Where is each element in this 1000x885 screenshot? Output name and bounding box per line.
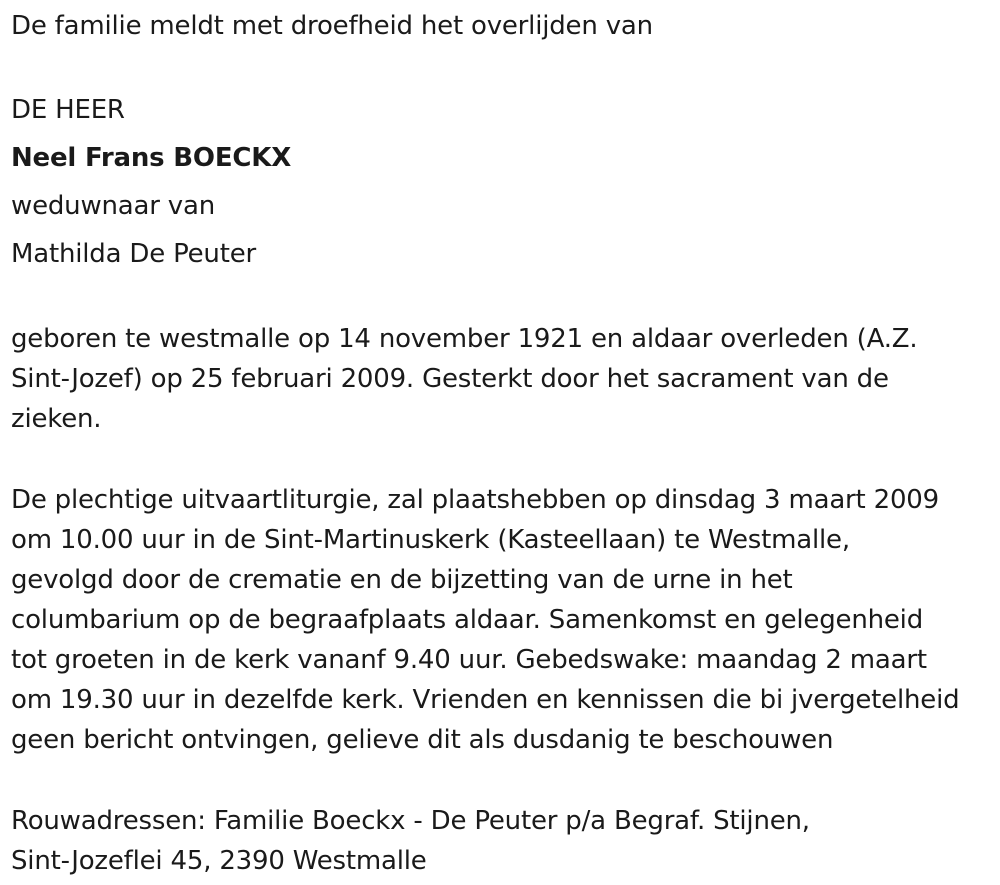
paragraph-line: tot groeten in de kerk vananf 9.40 uur. Gebedswake: maandag 2 maart (11, 645, 927, 675)
paragraph-line: om 19.30 uur in dezelfde kerk. Vrienden en kennissen die bi jvergetelheid (11, 685, 960, 715)
honorific-title: DE HEER (11, 95, 125, 125)
spacer (11, 278, 996, 319)
birth-death-paragraph (11, 319, 996, 439)
paragraph-line: Sint-Jozef) op 25 februari 2009. Gesterkt door het sacrament van de (11, 364, 889, 394)
paragraph-line: De plechtige uitvaartliturgie, zal plaatshebben op dinsdag 3 maart 2009 (11, 485, 939, 515)
paragraph-line: geen bericht ontvingen, gelieve dit als dusdanig te beschouwen (11, 725, 834, 755)
paragraph-line: columbarium op de begraafplaats aldaar. Samenkomst en gelegenheid (11, 605, 924, 635)
relation-text: weduwnaar van (11, 191, 216, 221)
paragraph-line: Rouwadressen: Familie Boeckx - De Peuter p/a Begraf. Stijnen, (11, 806, 810, 836)
address-paragraph (11, 801, 996, 881)
spouse-name: Mathilda De Peuter (11, 239, 256, 269)
paragraph-line: Sint-Jozeflei 45, 2390 Westmalle (11, 846, 427, 876)
paragraph-line: zieken. (11, 404, 102, 434)
obituary-notice (11, 0, 996, 881)
spacer (11, 760, 996, 801)
intro-text: De familie meldt met droefheid het overlijden van (11, 11, 653, 41)
paragraph-line: geboren te westmalle op 14 november 1921 en aldaar overleden (A.Z. (11, 324, 918, 354)
deceased-name: Neel Frans BOECKX (11, 143, 292, 173)
spacer (11, 46, 996, 86)
funeral-paragraph (11, 480, 996, 760)
paragraph-line: gevolgd door de crematie en de bijzetting van de urne in het (11, 565, 793, 595)
deceased-block (11, 86, 996, 278)
paragraph-line: om 10.00 uur in de Sint-Martinuskerk (Kasteellaan) te Westmalle, (11, 525, 850, 555)
spacer (11, 439, 996, 480)
